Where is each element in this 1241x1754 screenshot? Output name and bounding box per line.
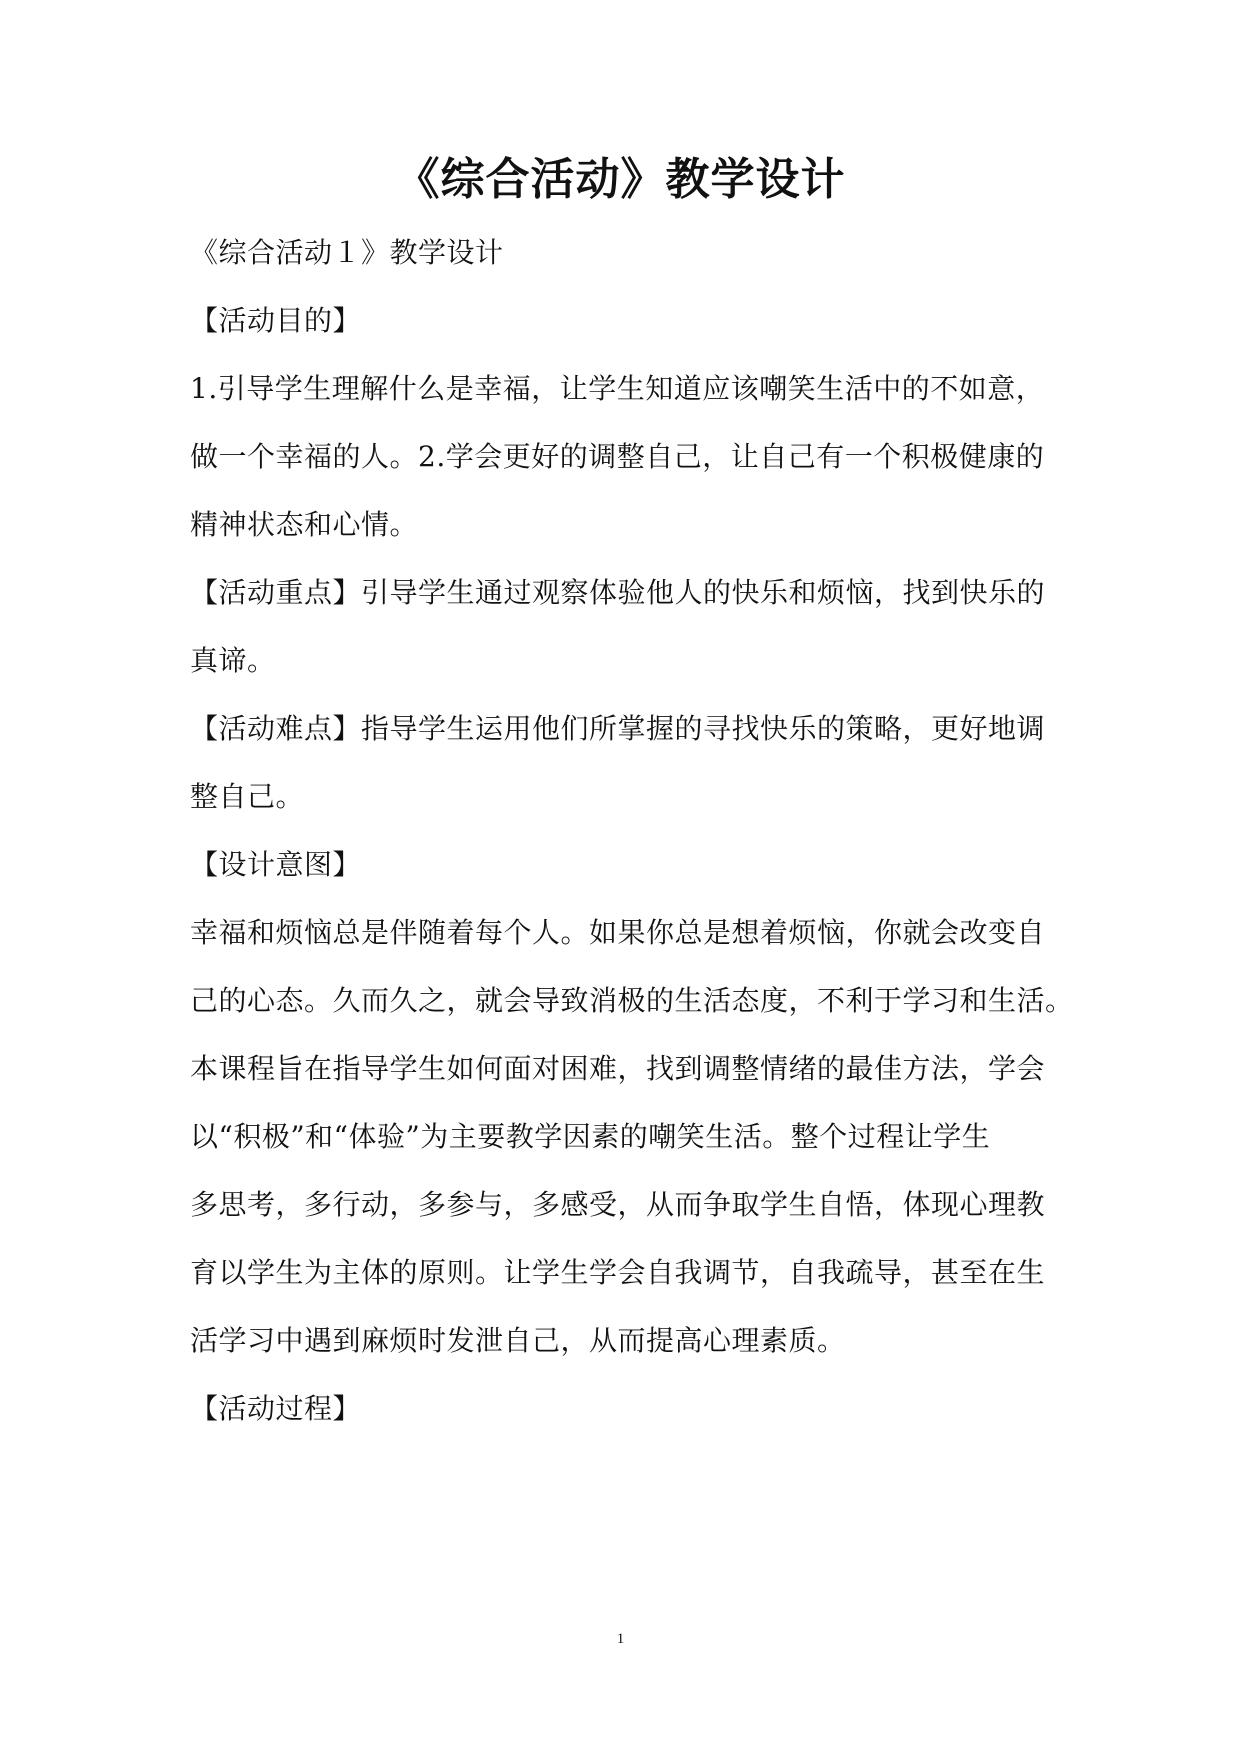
- heading-design-intent: 【设计意图】: [190, 848, 362, 881]
- body-line: 真谛。: [190, 644, 276, 677]
- heading-activity-focus: 【活动重点】引导学生通过观察体验他人的快乐和烦恼，找到快乐的: [190, 576, 1046, 609]
- body-line: 幸福和烦恼总是伴随着每个人。如果你总是想着烦恼，你就会改变自: [190, 916, 1046, 949]
- heading-activity-purpose: 【活动目的】: [190, 304, 362, 337]
- body-line: 做一个幸福的人。2.学会更好的调整自己，让自己有一个积极健康的: [190, 440, 1045, 473]
- document-subtitle: 《综合活动１》教学设计: [190, 236, 504, 269]
- body-line: 己的心态。久而久之，就会导致消极的生活态度，不利于学习和生活。: [190, 984, 1074, 1017]
- document-title: 《综合活动》教学设计: [395, 154, 846, 205]
- body-line: 整自己。: [190, 780, 305, 813]
- body-line: 多思考，多行动，多参与，多感受，从而争取学生自悟，体现心理教: [190, 1188, 1046, 1221]
- body-line: 以“积极”和“体验”为主要教学因素的嘲笑生活。整个过程让学生: [190, 1120, 991, 1153]
- body-line: 活学习中遇到麻烦时发泄自己，从而提高心理素质。: [190, 1324, 846, 1357]
- body-line: 育以学生为主体的原则。让学生学会自我调节，自我疏导，甚至在生: [190, 1256, 1046, 1289]
- heading-activity-process: 【活动过程】: [190, 1392, 362, 1425]
- body-line: 1.引导学生理解什么是幸福，让学生知道应该嘲笑生活中的不如意，: [190, 372, 1045, 405]
- page-number: 1: [616, 1631, 625, 1647]
- heading-activity-difficulty: 【活动难点】指导学生运用他们所掌握的寻找快乐的策略，更好地调: [190, 712, 1046, 745]
- body-line: 本课程旨在指导学生如何面对困难，找到调整情绪的最佳方法，学会: [190, 1052, 1046, 1085]
- body-line: 精神状态和心情。: [190, 508, 419, 541]
